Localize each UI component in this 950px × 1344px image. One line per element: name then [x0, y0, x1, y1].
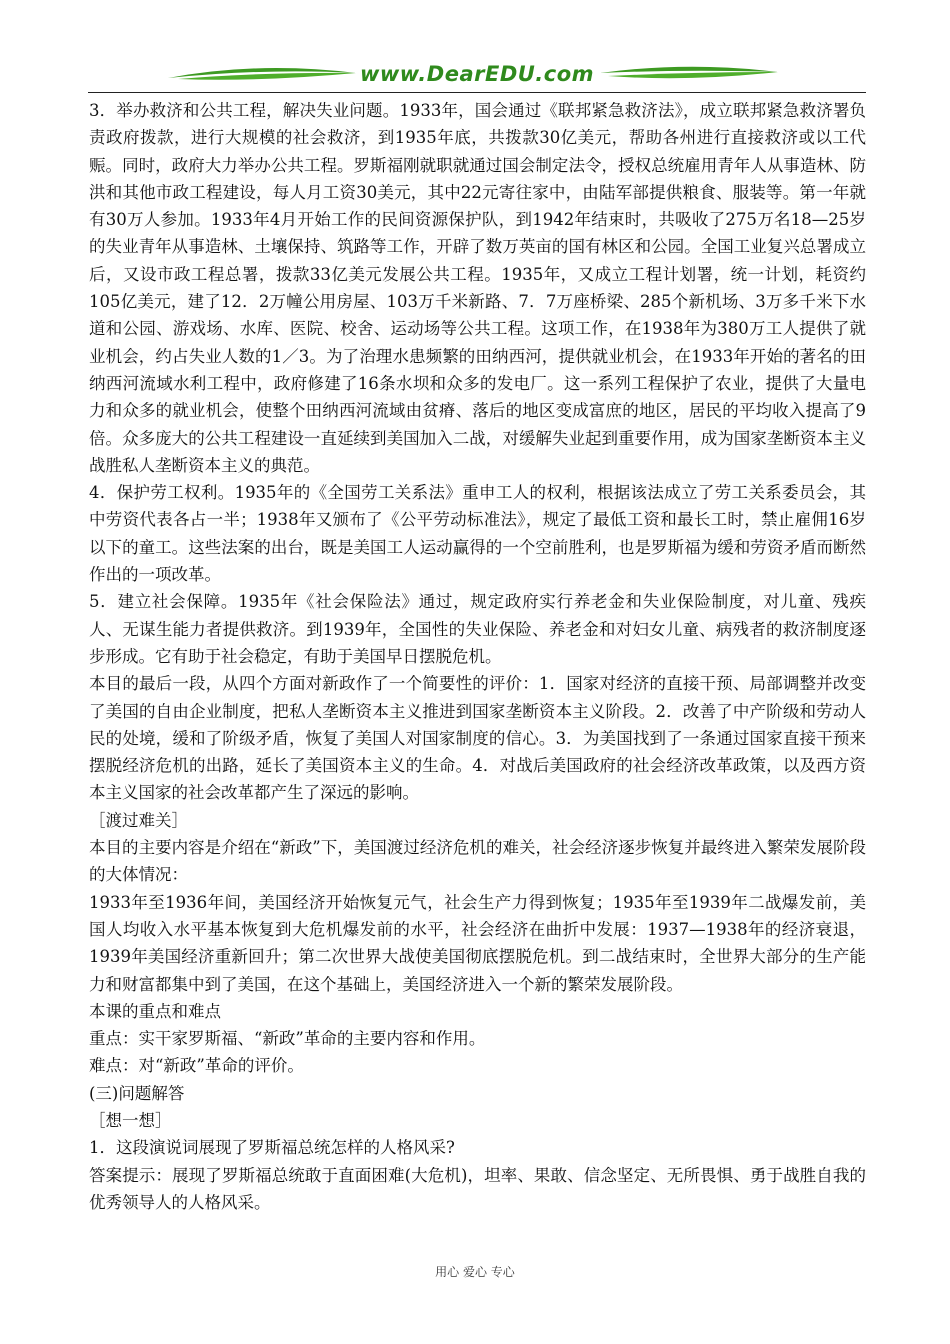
question-1: 1．这段演说词展现了罗斯福总统怎样的人格风采?	[89, 1138, 455, 1158]
site-header	[88, 58, 866, 94]
site-logo-text: www.DearEDU.com	[359, 62, 595, 86]
paragraph-labor-rights: 4．保护劳工权利。1935年的《全国劳工关系法》重申工人的权利，根据该法成立了劳工关系委员会，其中劳资代表各占一半；1938年又颁布了《公平劳动标准法》，规定了最低工资和最长工时，禁止雇佣16岁以下的童工。这些法案的出台，既是美国工人运动赢得的一个空前胜利，也是罗斯福为缓和劳资矛盾而断然作出的一项改革。	[89, 483, 866, 585]
header-rule	[88, 92, 866, 93]
paragraph-overview: 本目的主要内容是介绍在“新政”下，美国渡过经济危机的难关，社会经济逐步恢复并最终进入繁荣发展阶段的大体情况：	[89, 838, 866, 885]
difficult-point: 难点：对“新政”革命的评价。	[89, 1056, 304, 1076]
section-heading-overcoming: ［渡过难关］	[89, 810, 188, 830]
heading-qa: (三)问题解答	[89, 1083, 185, 1103]
document-body	[89, 97, 866, 1216]
key-point: 重点：实干家罗斯福、“新政”革命的主要内容和作用。	[89, 1029, 486, 1049]
paragraph-evaluation: 本目的最后一段，从四个方面对新政作了一个简要性的评价：1．国家对经济的直接干预、局部调整并改变了美国的自由企业制度，把私人垄断资本主义推进到国家垄断资本主义阶段。2．改善了中产阶级和劳动人民的处境，缓和了阶级矛盾，恢复了美国人对国家制度的信心。3．为美国找到了一条通过国家直接干预来摆脱经济危机的出路，延长了美国资本主义的生命。4．对战后美国政府的社会经济改革政策，以及西方资本主义国家的社会改革都产生了深远的影响。	[89, 674, 866, 803]
paragraph-recovery: 1933年至1936年间，美国经济开始恢复元气，社会生产力得到恢复；1935年至1939年二战爆发前，美国人均收入水平基本恢复到大危机爆发前的水平，社会经济在曲折中发展：1937—1938年的经济衰退，1939年美国经济重新回升；第二次世界大战使美国彻底摆脱危机。到二战结束时，全世界大部分的生产能力和财富都集中到了美国，在这个基础上，美国经济进入一个新的繁荣发展阶段。	[89, 892, 866, 994]
answer-1: 答案提示：展现了罗斯福总统敢于直面困难(大危机)，坦率、果敢、信念坚定、无所畏惧、勇于战胜自我的优秀领导人的人格风采。	[89, 1165, 866, 1212]
paragraph-relief-public-works: 3．举办救济和公共工程，解决失业问题。1933年，国会通过《联邦紧急救济法》，成立联邦紧急救济署负责政府拨款，进行大规模的社会救济，到1935年底，共拨款30亿美元，帮助各州进行直接救济或以工代赈。同时，政府大力举办公共工程。罗斯福刚就职就通过国会制定法令，授权总统雇用青年人从事造林、防洪和其他市政工程建设，每人月工资30美元，其中22元寄往家中，由陆军部提供粮食、服装等。第一年就有30万人参加。1933年4月开始工作的民间资源保护队，到1942年结束时，共吸收了275万名18—25岁的失业青年从事造林、土壤保持、筑路等工作，开辟了数万英亩的国有林区和公园。全国工业复兴总署成立后，又设市政工程总署，拨款33亿美元发展公共工程。1935年，又成立工程计划署，统一计划，耗资约105亿美元，建了12．2万幢公用房屋、103万千米新路、7．7万座桥梁、285个新机场、3万多千米下水道和公园、游戏场、水库、医院、校舍、运动场等公共工程。这项工作，在1938年为380万工人提供了就业机会，约占失业人数的1／3。为了治理水患频繁的田纳西河，提供就业机会，在1933年开始的著名的田纳西河流域水利工程中，政府修建了16条水坝和众多的发电厂。这一系列工程保护了农业，提供了大量电力和众多的就业机会，使整个田纳西河流域由贫瘠、落后的地区变成富庶的地区，居民的平均收入提高了9倍。众多庞大的公共工程建设一直延续到美国加入二战，对缓解失业起到重要作用，成为国家垄断资本主义战胜私人垄断资本主义的典范。	[89, 101, 866, 475]
heading-think: ［想一想］	[89, 1110, 172, 1130]
page-footer: 用心 爱心 专心	[435, 1265, 515, 1279]
paragraph-social-security: 5．建立社会保障。1935年《社会保险法》通过，规定政府实行养老金和失业保险制度，对儿童、残疾人、无谋生能力者提供救济。到1939年，全国性的失业保险、养老金和对妇女儿童、病残者的救济制度逐步形成。它有助于社会稳定，有助于美国早日摆脱危机。	[89, 592, 866, 666]
heading-key-points: 本课的重点和难点	[89, 1001, 221, 1021]
